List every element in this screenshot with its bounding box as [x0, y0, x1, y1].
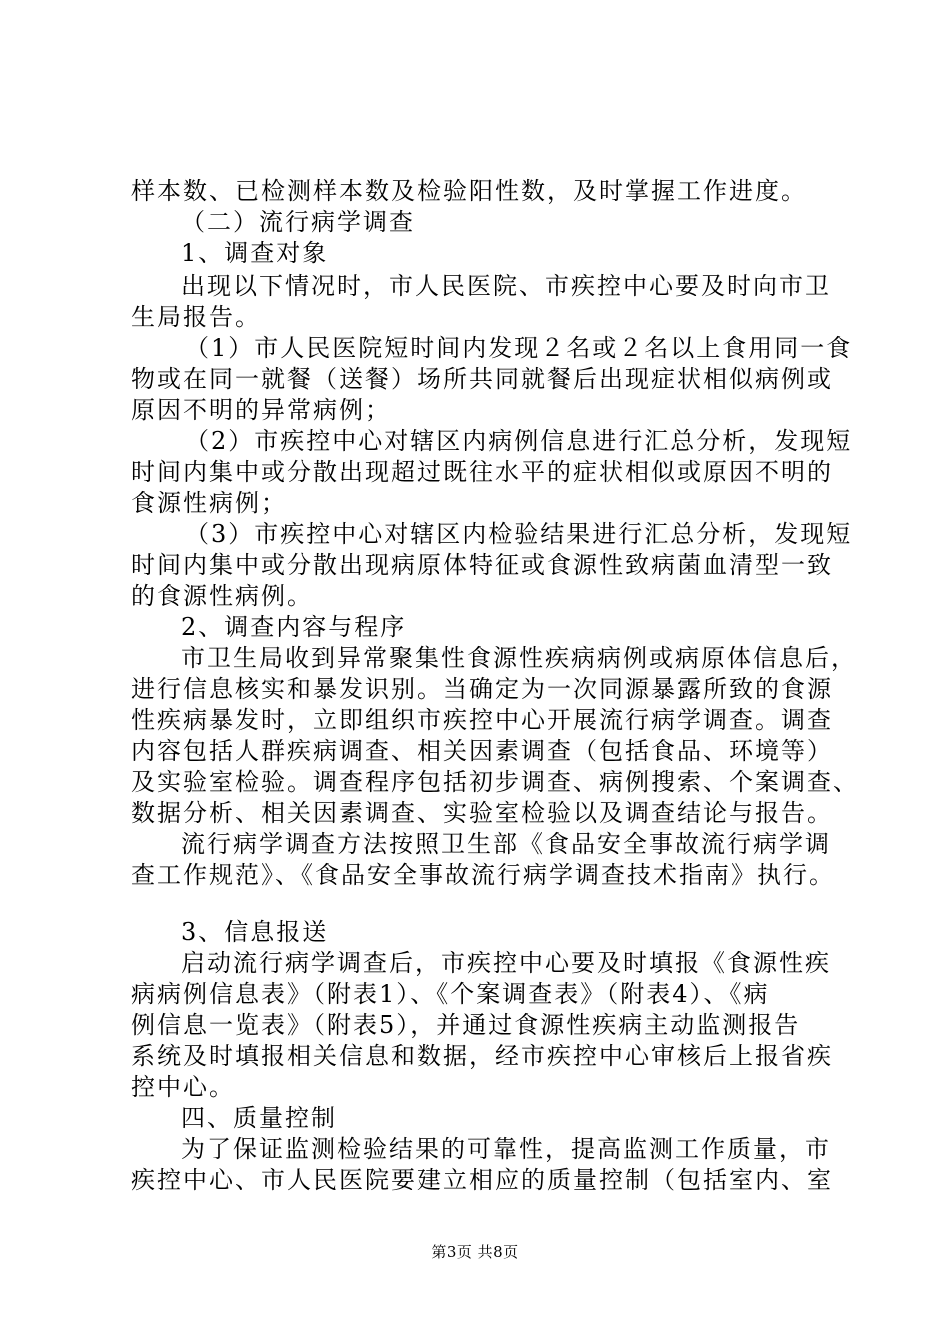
- subsection-heading: 1、调查对象: [181, 239, 329, 267]
- subsection-heading: 2、调查内容与程序: [181, 613, 407, 641]
- text-line: 时间内集中或分散出现超过既往水平的症状相似或原因不明的: [131, 458, 833, 486]
- text-line: 查工作规范》、《食品安全事故流行病学调查技术指南》执行。: [131, 861, 835, 889]
- page-number-footer: 第3页 共8页: [431, 1243, 519, 1261]
- text-line: 出现以下情况时，市人民医院、市疾控中心要及时向市卫: [181, 272, 831, 300]
- text-line: 病病例信息表》（附表1）、《个案调查表》（附表4）、《病: [131, 980, 770, 1008]
- text-line: 内容包括人群疾病调查、相关因素调查（包括食品、环境等）: [131, 737, 833, 765]
- text-line: （2）市疾控中心对辖区内病例信息进行汇总分析，发现短: [185, 427, 853, 455]
- section-heading: （二）流行病学调查: [181, 208, 415, 236]
- text-line: 的食源性病例。: [131, 582, 313, 610]
- text-line: 进行信息核实和暴发识别。当确定为一次同源暴露所致的食源: [131, 675, 833, 703]
- text-line: 物或在同一就餐（送餐）场所共同就餐后出现症状相似病例或: [131, 365, 833, 393]
- subsection-heading: 3、信息报送: [181, 918, 329, 946]
- text-line: 流行病学调查方法按照卫生部《食品安全事故流行病学调: [181, 830, 831, 858]
- text-line: 疾控中心、市人民医院要建立相应的质量控制（包括室内、室: [131, 1166, 833, 1194]
- text-line: 样本数、已检测样本数及检验阳性数，及时掌握工作进度。: [131, 177, 807, 205]
- text-line: 数据分析、相关因素调查、实验室检验以及调查结论与报告。: [131, 799, 833, 827]
- text-line: 为了保证监测检验结果的可靠性，提高监测工作质量，市: [181, 1135, 831, 1163]
- text-line: 及实验室检验。调查程序包括初步调查、病例搜索、个案调查、: [131, 768, 859, 796]
- text-line: 食源性病例；: [131, 489, 287, 517]
- text-line: 生局报告。: [131, 303, 261, 331]
- text-line: 例信息一览表》（附表5），并通过食源性疾病主动监测报告: [131, 1011, 801, 1039]
- text-line: 市卫生局收到异常聚集性食源性疾病病例或病原体信息后，: [181, 644, 857, 672]
- text-line: 启动流行病学调查后，市疾控中心要及时填报《食源性疾: [181, 949, 831, 977]
- text-line: （3）市疾控中心对辖区内检验结果进行汇总分析，发现短: [185, 520, 853, 548]
- text-line: 时间内集中或分散出现病原体特征或食源性致病菌血清型一致: [131, 551, 833, 579]
- section-heading: 四、质量控制: [181, 1104, 337, 1132]
- text-line: （1）市人民医院短时间内发现２名或２名以上食用同一食: [185, 334, 853, 362]
- text-line: 性疾病暴发时，立即组织市疾控中心开展流行病学调查。调查: [131, 706, 833, 734]
- text-line: 系统及时填报相关信息和数据，经市疾控中心审核后上报省疾: [131, 1042, 833, 1070]
- text-line: 控中心。: [131, 1073, 235, 1101]
- text-line: 原因不明的异常病例；: [131, 396, 391, 424]
